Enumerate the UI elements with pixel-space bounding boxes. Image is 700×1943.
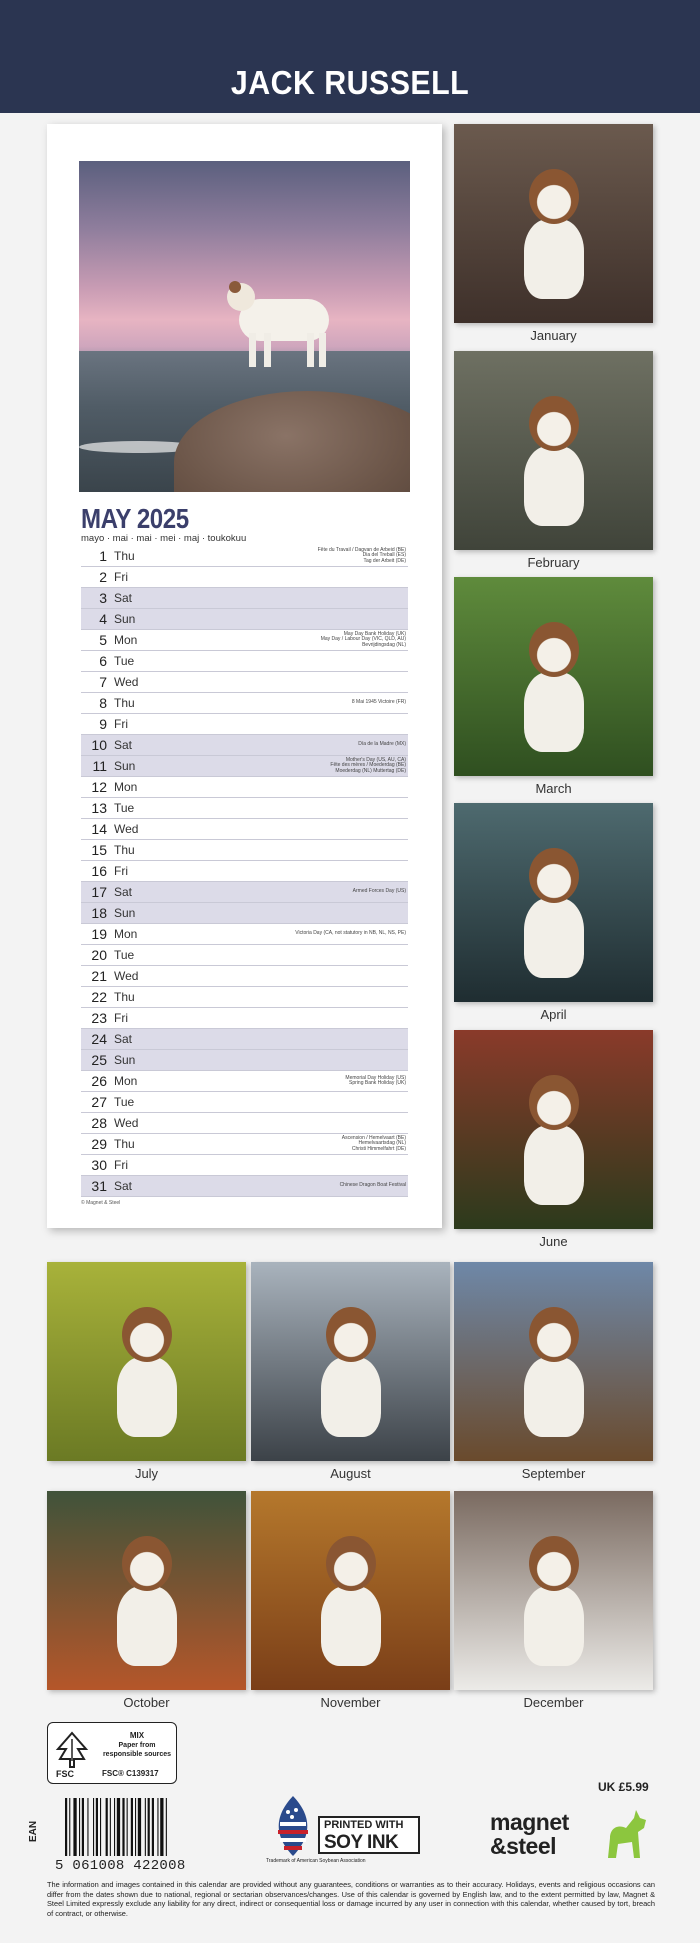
- month-photo: [251, 1491, 450, 1690]
- day-row: [81, 1155, 408, 1176]
- day-number: 10: [91, 737, 107, 753]
- day-number: 30: [91, 1157, 107, 1173]
- soybean-flag-icon: [266, 1794, 320, 1858]
- fsc-badge: [47, 1722, 177, 1784]
- day-row: [81, 1134, 408, 1155]
- soy-trademark: Trademark of American Soybean Association: [266, 1858, 366, 1864]
- fsc-mix-title: MIX: [129, 1731, 145, 1740]
- dog-head: [529, 848, 579, 903]
- barcode-bar: [65, 1798, 67, 1856]
- ean-number: 5 061008 422008: [55, 1858, 186, 1874]
- day-note: Memorial Day Holiday (US) Spring Bank Holiday (UK): [345, 1074, 406, 1086]
- barcode-bar: [82, 1798, 84, 1856]
- day-note: May Day Bank Holiday (UK) May Day / Labour Day (VIC, QLD, AU) Bevrijdingsdag (NL): [320, 630, 406, 648]
- soy-line1: PRINTED WITH: [324, 1819, 404, 1831]
- day-number: 9: [99, 716, 107, 732]
- dog-body: [524, 219, 584, 299]
- barcode-bar: [135, 1798, 136, 1856]
- month-photo: [47, 1262, 246, 1461]
- barcode-bar: [157, 1798, 158, 1856]
- brand-logo: [490, 1810, 569, 1858]
- day-name: Thu: [114, 990, 135, 1004]
- day-name: Sat: [114, 591, 133, 605]
- barcode-bar: [106, 1798, 108, 1856]
- barcode-bar: [145, 1798, 146, 1856]
- day-name: Wed: [114, 969, 139, 983]
- day-note: Mother's Day (US, AU, CA) Fête des mères / Moederdag (BE) Moederdag (NL) Muttertag (DE): [330, 756, 406, 774]
- month-photo: [454, 803, 653, 1002]
- day-number: 13: [91, 800, 107, 816]
- dog-leg: [319, 333, 326, 367]
- barcode-bar: [131, 1798, 133, 1856]
- day-row: [81, 588, 408, 609]
- month-label: February: [527, 555, 580, 570]
- dog-head: [326, 1536, 376, 1591]
- barcode-bar: [152, 1798, 154, 1856]
- day-row: [81, 1029, 408, 1050]
- day-note: Día de la Madre (MX): [358, 741, 406, 748]
- day-note: Armed Forces Day (US): [352, 888, 406, 895]
- brand-line2: &steel: [490, 1833, 557, 1859]
- barcode-bar: [138, 1798, 141, 1856]
- disclaimer: The information and images contained in this calendar are provided without any guarantees, conditions or warranties as to their accuracy. Holidays, events and religious occasions can differ from the dates shown due to national, regional or sectarian observances/changes. Use of this calendar is governed by English law, and to the extent permitted by law, Magnet & Steel Limited expressly exclude any liability for any direct, indirect or consequential loss or damage incurred by any user in connection with this calendar, whether caused by tort, breach of contract, or otherwise.: [47, 1880, 655, 1918]
- soy-line2: SOY INK: [324, 1832, 399, 1853]
- day-name: Wed: [114, 675, 139, 689]
- day-name: Wed: [114, 822, 139, 836]
- brand-dog-icon: [600, 1808, 652, 1864]
- barcode-bar: [160, 1798, 163, 1856]
- day-number: 26: [91, 1073, 107, 1089]
- day-number: 22: [91, 989, 107, 1005]
- day-number: 25: [91, 1052, 107, 1068]
- month-title: MAY 2025: [81, 503, 189, 534]
- barcode-bar: [148, 1798, 150, 1856]
- day-name: Mon: [114, 1074, 138, 1088]
- day-row: [81, 1050, 408, 1071]
- barcode-bar: [122, 1798, 124, 1856]
- day-row: [81, 882, 408, 903]
- day-number: 1: [99, 548, 107, 564]
- ean-label: EAN: [28, 1820, 39, 1842]
- day-note: Chinese Dragon Boat Festival: [339, 1182, 406, 1189]
- soy-ink-logo: [262, 1790, 427, 1868]
- day-name: Fri: [114, 570, 128, 584]
- day-number: 12: [91, 779, 107, 795]
- day-number: 2: [99, 569, 107, 585]
- day-name: Sat: [114, 1179, 133, 1193]
- day-number: 16: [91, 863, 107, 879]
- fsc-tree-icon: [54, 1731, 90, 1769]
- day-row: [81, 735, 408, 756]
- month-label: June: [539, 1234, 568, 1249]
- fsc-desc: Paper from responsible sources: [102, 1742, 172, 1758]
- day-row: [81, 1113, 408, 1134]
- day-number: 20: [91, 947, 107, 963]
- day-row: [81, 630, 408, 651]
- day-name: Thu: [114, 843, 135, 857]
- barcode-bar: [69, 1798, 70, 1856]
- day-row: [81, 1071, 408, 1092]
- dog-leg: [249, 333, 256, 367]
- day-number: 5: [99, 632, 107, 648]
- day-name: Thu: [114, 549, 135, 563]
- brand-line1: magnet: [490, 1809, 569, 1835]
- day-number: 11: [92, 758, 107, 774]
- hero-photo: [79, 161, 410, 492]
- dog-head: [529, 396, 579, 451]
- day-number: 21: [91, 968, 107, 984]
- fsc-logo-text: FSC: [56, 1769, 74, 1779]
- dog-leg: [307, 333, 314, 367]
- dog-body: [117, 1357, 177, 1437]
- day-row: [81, 756, 408, 777]
- barcode-bar: [96, 1798, 98, 1856]
- day-number: 27: [91, 1094, 107, 1110]
- month-label: December: [523, 1695, 584, 1710]
- month-photo: [454, 1030, 653, 1229]
- month-label: November: [320, 1695, 381, 1710]
- header-bar: [0, 0, 700, 113]
- day-name: Tue: [114, 1095, 135, 1109]
- day-row: [81, 1008, 408, 1029]
- month-label: October: [123, 1695, 170, 1710]
- day-row: [81, 693, 408, 714]
- barcode-bar: [127, 1798, 128, 1856]
- day-row: [81, 945, 408, 966]
- day-note: Ascension / Hemelvaart (BE) Hemelvaartsdag (NL) Christi Himmelfahrt (DE): [341, 1134, 406, 1152]
- barcode-bar: [93, 1798, 94, 1856]
- barcode-bar: [110, 1798, 111, 1856]
- day-name: Sun: [114, 1053, 136, 1067]
- dog-head: [122, 1536, 172, 1591]
- dog-head: [529, 1075, 579, 1130]
- day-number: 8: [99, 695, 107, 711]
- day-name: Wed: [114, 1116, 139, 1130]
- dog-head: [529, 622, 579, 677]
- day-row: [81, 1092, 408, 1113]
- day-list: [81, 546, 408, 1197]
- month-photo: [454, 351, 653, 550]
- copyright: © Magnet & Steel: [81, 1200, 121, 1206]
- barcode-bar: [114, 1798, 115, 1856]
- day-row: [81, 861, 408, 882]
- day-name: Mon: [114, 633, 138, 647]
- day-name: Sun: [114, 759, 136, 773]
- day-name: Fri: [114, 864, 128, 878]
- day-number: 4: [99, 611, 107, 627]
- day-number: 18: [91, 905, 107, 921]
- month-photo: [454, 124, 653, 323]
- month-label: January: [530, 328, 577, 343]
- month-translations: mayo · mai · mai · mei · maj · toukokuu: [81, 533, 247, 544]
- dog-body: [524, 1125, 584, 1205]
- day-name: Sat: [114, 1032, 133, 1046]
- price: UK £5.99: [598, 1780, 649, 1794]
- day-row: [81, 987, 408, 1008]
- day-row: [81, 840, 408, 861]
- day-row: [81, 672, 408, 693]
- day-row: [81, 903, 408, 924]
- day-name: Fri: [114, 717, 128, 731]
- day-name: Fri: [114, 1158, 128, 1172]
- fsc-code: FSC® C139317: [102, 1769, 159, 1778]
- day-row: [81, 819, 408, 840]
- month-photo: [47, 1491, 246, 1690]
- day-number: 7: [99, 674, 107, 690]
- day-note: Victoria Day (CA, not statutory in NB, NL, NS, PE): [295, 930, 406, 937]
- day-name: Mon: [114, 780, 138, 794]
- day-number: 29: [91, 1136, 107, 1152]
- month-label: August: [330, 1466, 371, 1481]
- day-name: Sat: [114, 738, 133, 752]
- day-row: [81, 798, 408, 819]
- month-label: March: [535, 781, 572, 796]
- dog-ear: [229, 281, 241, 293]
- day-row: [81, 924, 408, 945]
- barcode-bar: [73, 1798, 76, 1856]
- day-number: 28: [91, 1115, 107, 1131]
- day-row: [81, 567, 408, 588]
- dog-head: [529, 1307, 579, 1362]
- day-row: [81, 651, 408, 672]
- day-row: [81, 777, 408, 798]
- dog-body: [524, 446, 584, 526]
- dog-body: [321, 1586, 381, 1666]
- day-number: 3: [99, 590, 107, 606]
- dog-head: [122, 1307, 172, 1362]
- fsc-mix: [102, 1731, 172, 1759]
- day-number: 15: [91, 842, 107, 858]
- day-name: Sat: [114, 885, 133, 899]
- day-note: Fête du Travail / Dagvan de Arbeid (BE) Dia del Treball (ES) Tag der Arbeit (DE): [317, 546, 406, 564]
- day-name: Thu: [114, 696, 135, 710]
- month-label: April: [540, 1007, 567, 1022]
- barcode-bar: [79, 1798, 80, 1856]
- day-name: Tue: [114, 801, 135, 815]
- month-photo: [454, 1491, 653, 1690]
- dog-body: [524, 1586, 584, 1666]
- dog-body: [524, 672, 584, 752]
- day-note: 8 Mai 1945 Victoire (FR): [351, 699, 406, 706]
- day-name: Sun: [114, 906, 136, 920]
- day-number: 23: [91, 1010, 107, 1026]
- day-row: [81, 546, 408, 567]
- day-number: 14: [91, 821, 107, 837]
- day-name: Thu: [114, 1137, 135, 1151]
- day-row: [81, 609, 408, 630]
- day-name: Sun: [114, 612, 136, 626]
- barcode-icon: [63, 1798, 195, 1858]
- day-name: Mon: [114, 927, 138, 941]
- day-row: [81, 966, 408, 987]
- day-number: 17: [91, 884, 107, 900]
- month-label: September: [521, 1466, 586, 1481]
- day-number: 24: [91, 1031, 107, 1047]
- dog-leg: [264, 333, 271, 367]
- dog-body: [117, 1586, 177, 1666]
- month-photo: [454, 1262, 653, 1461]
- day-row: [81, 714, 408, 735]
- day-number: 6: [99, 653, 107, 669]
- day-name: Tue: [114, 654, 135, 668]
- day-name: Tue: [114, 948, 135, 962]
- barcode-bar: [166, 1798, 167, 1856]
- dog-head: [529, 169, 579, 224]
- dog-body: [524, 898, 584, 978]
- dog-head: [326, 1307, 376, 1362]
- month-label: July: [134, 1466, 159, 1481]
- day-number: 19: [91, 926, 107, 942]
- barcode-bar: [100, 1798, 101, 1856]
- dog-body: [321, 1357, 381, 1437]
- calendar-title: JACK RUSSELL: [230, 64, 470, 101]
- day-number: 31: [91, 1178, 107, 1194]
- month-photo: [454, 577, 653, 776]
- day-row: [81, 1176, 408, 1197]
- month-photo: [251, 1262, 450, 1461]
- dog-head: [529, 1536, 579, 1591]
- barcode-bar: [117, 1798, 120, 1856]
- dog-body: [524, 1357, 584, 1437]
- day-name: Fri: [114, 1011, 128, 1025]
- barcode-bar: [87, 1798, 88, 1856]
